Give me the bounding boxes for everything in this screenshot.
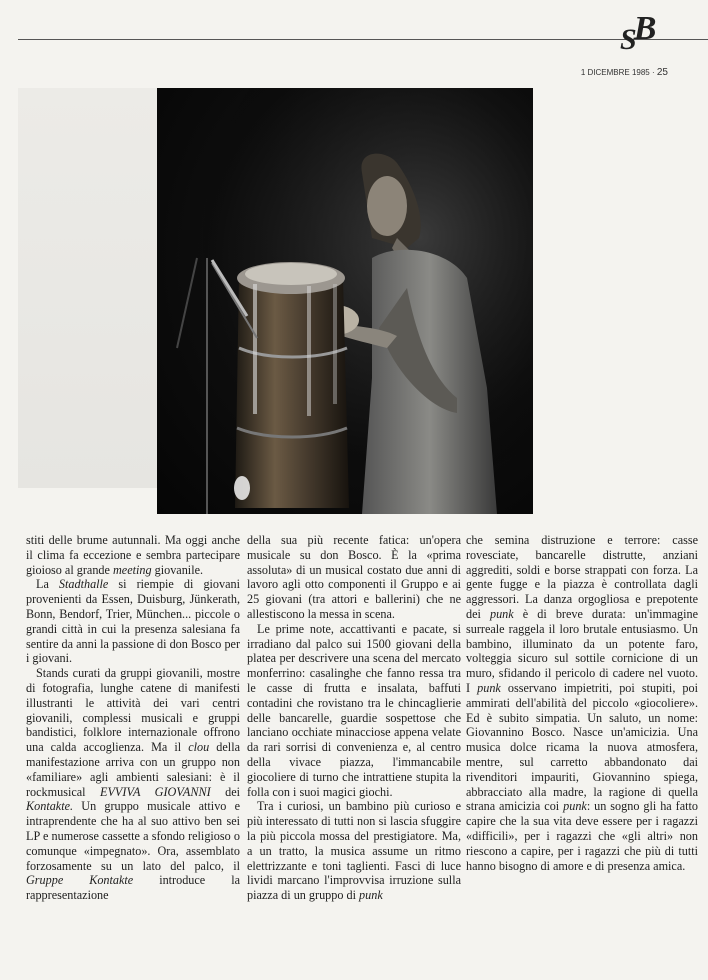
paragraph: della sua più recente fatica: un'opera musicale su don Bosco. È la «prima assoluta» di un musical costato due anni di lavoro agli otto componenti il Gruppo e ai 25 giovani (tra attori e ballerini) che ne allestiscono la messa in scena. <box>247 533 461 621</box>
page-folio <box>581 67 668 78</box>
paragraph: che semina distruzione e terrore: casse rovesciate, bancarelle distrutte, anziani aggrediti, soldi e borse strappati con forza. La gente fugge e la piazza è controllata dagli aggressori. La danza orgogliosa e prepotente dei punk è di breve durata: un'immagine surreale raggela il loro brutale entusiasmo. Un bambino, illuminato da un potente faro, volteggia sicuro sul sottile cornicione di un muro, sfidando il pericolo di cadere nel vuoto. I punk osservano impietriti, poi stupiti, poi ammirati dell'abilità del piccolo «giocoliere». Ed è subito simpatia. Un saluto, un nome: Giovannino Bosco. Nasce un'amicizia. Una musica dolce ricama la nuova atmosfera, mentre, sul carretto abbandonato dai rivenditori impauriti, Giovannino spiega, abbracciato alla madre, la ragione di quella strana amicizia coi punk: un sogno gli ha fatto capire che la sua vita deve essere per i ragazzi «difficili», per i ragazzi che «gli altri» non riescono a capire, per i ragazzi che più di tutti hanno bisogno di amore e di presenza amica. <box>466 533 699 873</box>
paragraph: Stands curati da gruppi giovanili, mostre di fotografia, lunghe catene di manifesti illustranti le attività dei vari centri giovanili, complessi musicali e gruppi bandistici, folklore internazionale offrono una calda accoglienza. Ma il clou della manifestazione arriva con un gruppo non «familiare» agli ambienti salesiani: è il rockmusical EVVIVA GIOVANNI dei Kontakte. Un gruppo musicale attivo e intraprendente che ha al suo attivo ben sei LP e numerose cassette a sfondo religioso o comunque «impegnato». Ora, assemblato forzosamente su un lato del palco, il Gruppe Kontakte introduce la rappresentazione <box>26 666 240 903</box>
text-column-1 <box>26 533 240 903</box>
paragraph: La Stadthalle si riempie di giovani provenienti da Essen, Duisburg, Jünkerath, Bonn, Bendorf, Trier, München... piccole o grandi città in cui la presenza salesiana fa sentire da anni la passione di don Bosco per i giovani. <box>26 577 240 666</box>
photo-shadow-area <box>18 88 158 488</box>
text-column-3 <box>466 533 698 873</box>
page-number: 25 <box>656 67 668 78</box>
text-column-2 <box>247 533 461 903</box>
header-rule <box>18 39 708 40</box>
paragraph: Le prime note, accattivanti e pacate, si irradiano dal palco sui 1500 giovani della platea per descrivere una scena del mercato monferrino: casalinghe che fanno ressa tra le casse di frutta e insalata, baffuti contadini che rovistano tra le chincaglierie delle bancarelle, guardie sospettose che lanciano occhiate minacciose appena velate da rari sorrisi di convenienza e, al centro della vivace piazza, l'immancabile giocoliere di turno che intrattiene stupita la folla con i suoi magici giochi. <box>247 621 461 799</box>
drummer-illustration <box>157 88 533 514</box>
paragraph: stiti delle brume autunnali. Ma oggi anche il clima fa eccezione e sembra partecipare gioioso al grande meeting giovanile. <box>26 533 240 577</box>
magazine-logo: SB <box>620 10 654 56</box>
issue-date: 1 DICEMBRE 1985 · <box>580 68 655 77</box>
concert-photo <box>157 88 533 514</box>
paragraph: Tra i curiosi, un bambino più curioso e più interessato di tutti non si lascia sfuggire la più piccola mossa del prestigiatore. Ma, a un tratto, la musica assume un ritmo elettrizzante e toni taglienti. Fasci di luce lividi marcano l'improvvisa irruzione sulla piazza di un gruppo di punk <box>247 799 461 903</box>
